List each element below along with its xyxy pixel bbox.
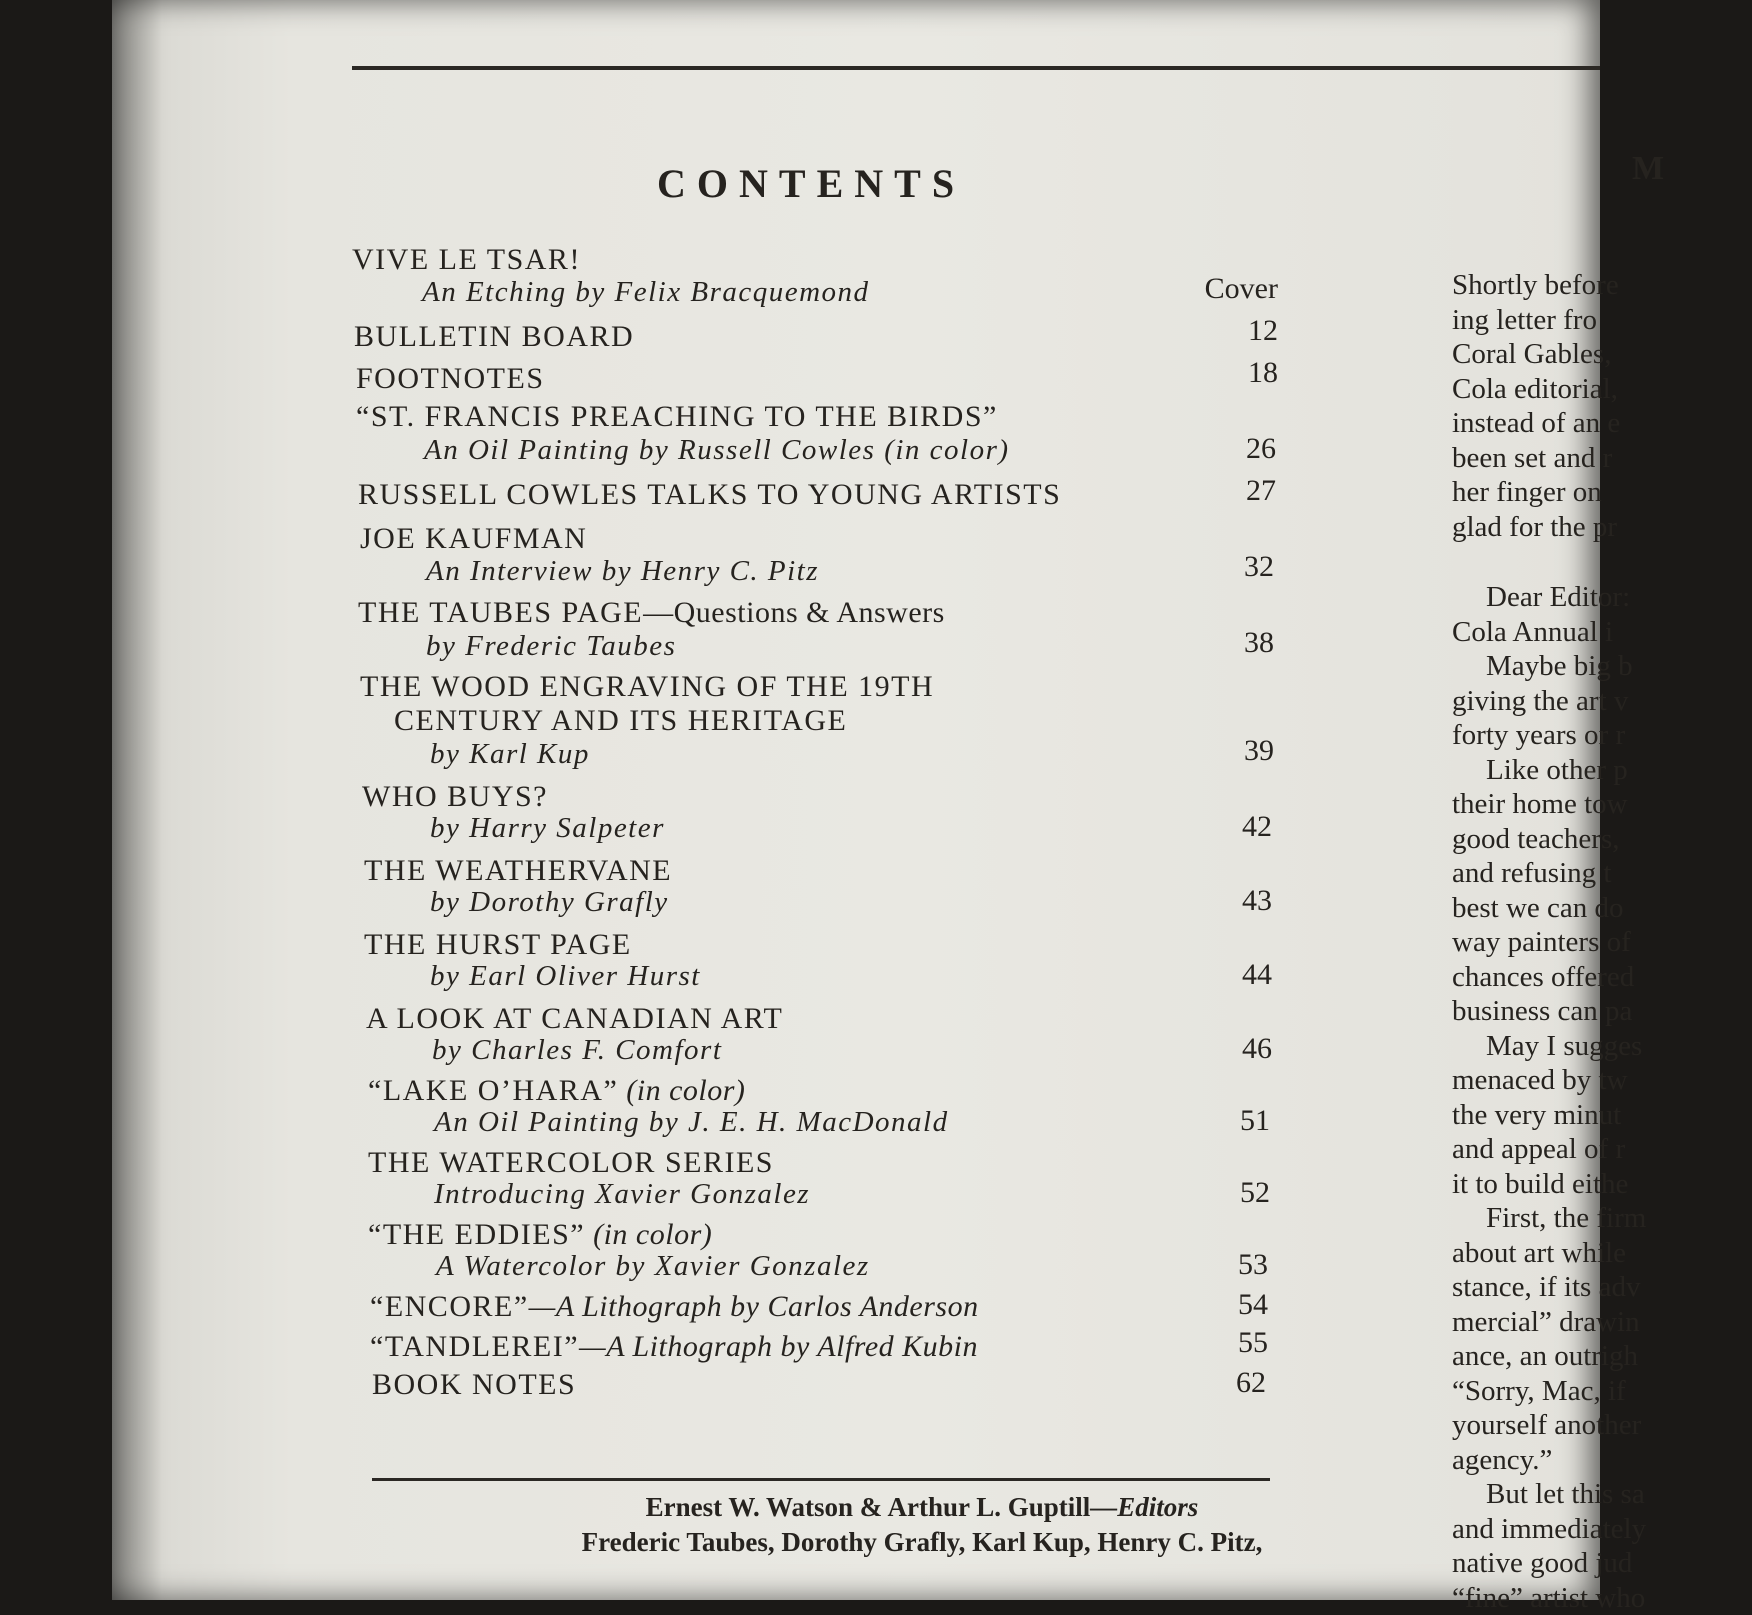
right-column-line: business can pa (1452, 994, 1752, 1029)
toc-entry-page: 38 (1154, 626, 1274, 660)
toc-entry-subtitle: An Etching by Felix Bracquemond (422, 276, 870, 309)
toc-entry-title-main: “ENCORE” (370, 1290, 529, 1323)
toc-entry-subtitle: by Karl Kup (430, 738, 590, 771)
credits-line-2: Frederic Taubes, Dorothy Grafly, Karl Kup, Henry C. Pitz, (462, 1525, 1382, 1560)
toc-entry-title (370, 1330, 978, 1364)
toc-entry-title-main: THE TAUBES PAGE (358, 596, 643, 629)
right-column-line: been set and r (1452, 441, 1752, 476)
right-column-line: good teachers, (1452, 822, 1752, 857)
right-column-line: Shortly before (1452, 268, 1752, 303)
toc-entry-page: 46 (1152, 1032, 1272, 1066)
right-column-header: M (1632, 150, 1670, 188)
right-column-line: ance, an outrigh (1452, 1339, 1752, 1374)
toc-entry-title-suffix: —Questions & Answers (643, 596, 945, 629)
right-column-text (1452, 268, 1752, 1615)
right-column-line: her finger on (1452, 475, 1752, 510)
toc-entry-title: VIVE LE TSAR! (352, 243, 581, 277)
bottom-rule (372, 1478, 1270, 1481)
toc-entry-title-main: “LAKE O’HARA” (368, 1074, 618, 1107)
toc-entry-title: WHO BUYS? (362, 780, 548, 814)
right-column-line: stance, if its adv (1452, 1270, 1752, 1305)
toc-entry-title: RUSSELL COWLES TALKS TO YOUNG ARTISTS (358, 478, 1061, 512)
right-column-line: Cola Annual i (1452, 615, 1752, 650)
toc-entry-page: 42 (1152, 810, 1272, 844)
right-column-line: mercial” drawin (1452, 1305, 1752, 1340)
right-column-line: instead of an e (1452, 406, 1752, 441)
toc-entry-page: 53 (1148, 1248, 1268, 1282)
toc-entry-page: 51 (1150, 1104, 1270, 1138)
toc-entry-page: 55 (1148, 1326, 1268, 1360)
toc-entry-title: A LOOK AT CANADIAN ART (366, 1002, 783, 1036)
toc-entry-page: 43 (1152, 884, 1272, 918)
toc-entry-page: 18 (1158, 356, 1278, 390)
toc-entry-page: 26 (1156, 432, 1276, 466)
right-column-line: it to build eithe (1452, 1167, 1752, 1202)
page-gutter-shadow (112, 0, 162, 1600)
toc-entry-page: 39 (1154, 734, 1274, 768)
toc-entry-title: THE WATERCOLOR SERIES (368, 1146, 774, 1180)
right-column-line: way painters of (1452, 925, 1752, 960)
right-column-line: giving the art v (1452, 684, 1752, 719)
toc-entry-title: THE WEATHERVANE (364, 854, 672, 888)
toc-entry-subtitle: by Charles F. Comfort (432, 1034, 722, 1067)
toc-entry-subtitle: An Oil Painting by J. E. H. MacDonald (434, 1106, 949, 1139)
right-column-line: But let this sa (1452, 1477, 1752, 1512)
right-column-line: the very minut (1452, 1098, 1752, 1133)
right-column-line: and immediately (1452, 1512, 1752, 1547)
toc-entry-subtitle: by Frederic Taubes (426, 630, 676, 663)
toc-entry-page: 27 (1156, 474, 1276, 508)
right-column-line: “fine” artist who (1452, 1581, 1752, 1615)
right-column-line: First, the firm (1452, 1201, 1752, 1236)
toc-entry-page: 52 (1150, 1176, 1270, 1210)
right-column-line: chances offered (1452, 960, 1752, 995)
toc-entry-title-line2: CENTURY AND ITS HERITAGE (394, 704, 847, 738)
credits-editors-names: Ernest W. Watson & Arthur L. Guptill (646, 1492, 1091, 1522)
toc-entry-page: Cover (1158, 272, 1278, 306)
toc-entry-title: BULLETIN BOARD (354, 320, 634, 354)
top-rule (352, 66, 1600, 70)
toc-entry-title: BOOK NOTES (372, 1368, 576, 1402)
toc-entry-title-suffix: (in color) (618, 1074, 745, 1107)
toc-entry-title: JOE KAUFMAN (360, 522, 587, 556)
right-column-line: about art while (1452, 1236, 1752, 1271)
right-column-line: ing letter fro (1452, 303, 1752, 338)
right-column-line: native good jud (1452, 1546, 1752, 1581)
toc-entry-title: THE WOOD ENGRAVING OF THE 19TH (360, 670, 934, 704)
toc-entry-title-main: “TANDLEREI” (370, 1330, 579, 1363)
toc-entry-page: 54 (1148, 1288, 1268, 1322)
right-column-line: Dear Editor: (1452, 580, 1752, 615)
right-column-line: best we can do (1452, 891, 1752, 926)
magazine-page (112, 0, 1600, 1600)
credits-line-1 (462, 1490, 1382, 1525)
right-column-line: yourself another (1452, 1408, 1752, 1443)
toc-entry-title (358, 596, 945, 630)
toc-entry-title (368, 1074, 745, 1108)
right-column-line: Like other p (1452, 753, 1752, 788)
toc-entry-subtitle: by Harry Salpeter (430, 812, 665, 845)
right-column-line (1452, 544, 1752, 580)
toc-entry-title: THE HURST PAGE (364, 928, 632, 962)
toc-entry-page: 44 (1152, 958, 1272, 992)
contents-title: CONTENTS (657, 160, 965, 207)
right-column-line: “Sorry, Mac, if (1452, 1374, 1752, 1409)
toc-entry-subtitle: Introducing Xavier Gonzalez (434, 1178, 810, 1211)
toc-entry-subtitle: An Oil Painting by Russell Cowles (in color) (424, 434, 1010, 467)
toc-entry-title (368, 1218, 712, 1252)
toc-entry-title-suffix: —A Lithograph by Alfred Kubin (579, 1330, 978, 1363)
right-column-line: Cola editorial, (1452, 372, 1752, 407)
right-column-line: glad for the pr (1452, 510, 1752, 545)
toc-entry-subtitle: by Dorothy Grafly (430, 886, 669, 919)
right-column-line: forty years or r (1452, 718, 1752, 753)
right-column-line: Maybe big b (1452, 649, 1752, 684)
right-column-line: Coral Gables, (1452, 337, 1752, 372)
right-column-line: and appeal of r (1452, 1132, 1752, 1167)
toc-entry-title-suffix: (in color) (585, 1218, 712, 1251)
toc-entry-subtitle: An Interview by Henry C. Pitz (426, 555, 819, 588)
toc-entry-subtitle: A Watercolor by Xavier Gonzalez (436, 1250, 870, 1283)
right-column-line: menaced by tw (1452, 1063, 1752, 1098)
toc-entry-title: FOOTNOTES (356, 362, 545, 396)
toc-entry-title (370, 1290, 979, 1324)
toc-entry-page: 62 (1146, 1366, 1266, 1400)
right-column-line: agency.” (1452, 1443, 1752, 1478)
toc-entry-subtitle: by Earl Oliver Hurst (430, 960, 701, 993)
right-column-line: their home tow (1452, 787, 1752, 822)
toc-entry-title-suffix: —A Lithograph by Carlos Anderson (529, 1290, 979, 1323)
toc-entry-page: 12 (1158, 314, 1278, 348)
toc-entry-title-main: “THE EDDIES” (368, 1218, 585, 1251)
right-column-line: and refusing t (1452, 856, 1752, 891)
right-column-line: May I sugges (1452, 1029, 1752, 1064)
editor-credits (462, 1490, 1382, 1560)
credits-editors-role: —Editors (1090, 1492, 1198, 1522)
toc-entry-title: “ST. FRANCIS PREACHING TO THE BIRDS” (356, 400, 998, 434)
toc-entry-page: 32 (1154, 550, 1274, 584)
